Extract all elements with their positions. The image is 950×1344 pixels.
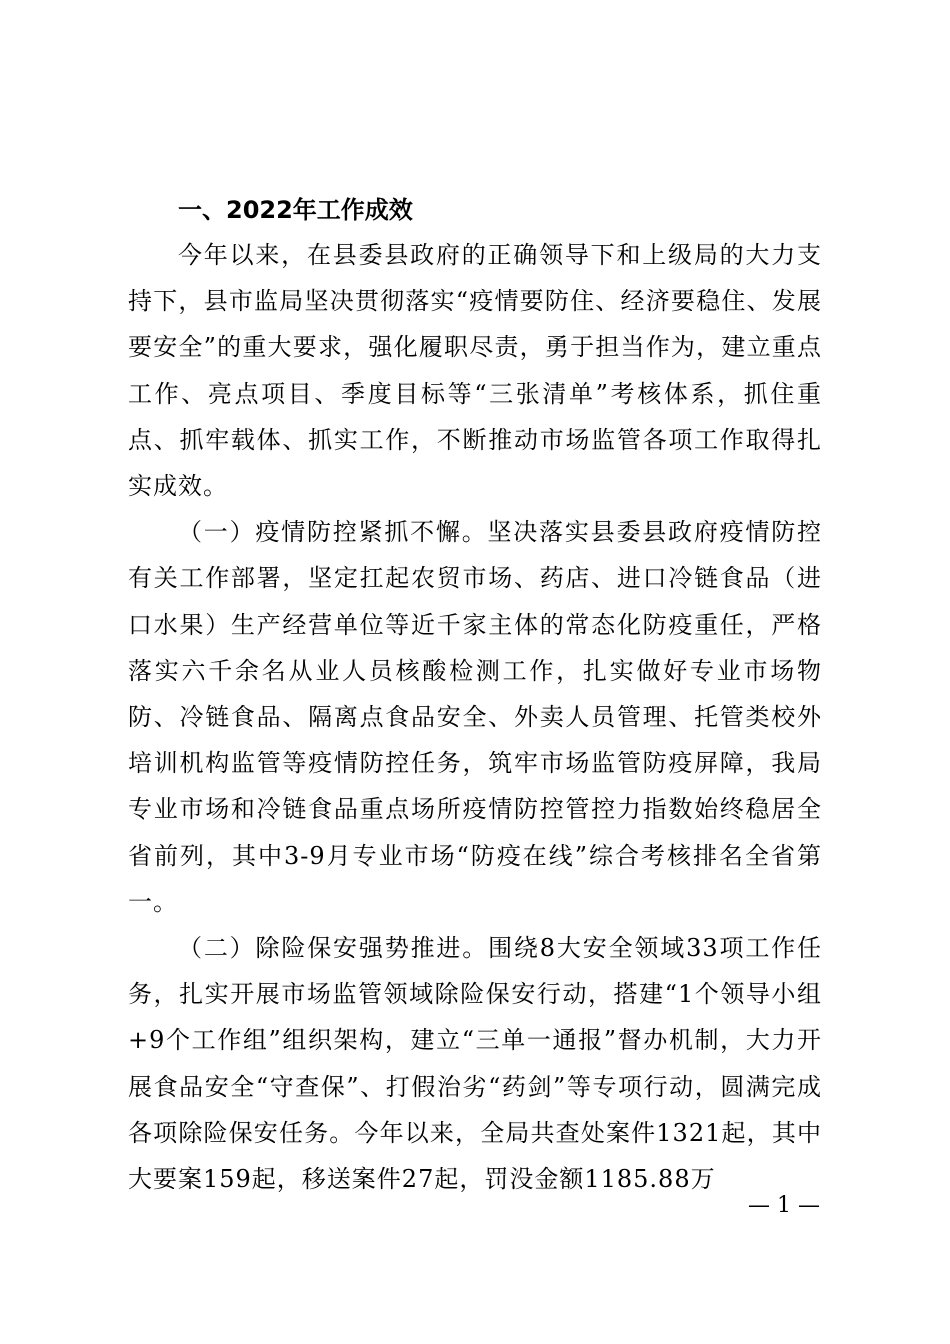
document-body (128, 188, 822, 1202)
paragraph-text: 围绕8大安全领域33项工作任务，扎实开展市场监管领域除险保安行动，搭建“1个领导小组+9个工作组”组织架构，建立“三单一通报”督办机制，大力开展食品安全“守查保”、打假治劣“药剑”等专项行动，圆满完成各项除险保安任务。今年以来，全局共查处案件1321起，其中大要案159起，移送案件27起，罚没金额1185.88万 (128, 934, 822, 1194)
paragraph-lead: （二）除险保安强势推进。 (178, 934, 489, 963)
safety-campaign-paragraph (128, 925, 822, 1202)
intro-paragraph (128, 232, 822, 509)
paragraph-text: 今年以来，在县委县政府的正确领导下和上级局的大力支持下，县市监局坚决贯彻落实“疫情要防住、经济要稳住、发展要安全”的重大要求，强化履职尽责，勇于担当作为，建立重点工作、亮点项目、季度目标等“三张清单”考核体系，抓住重点、抓牢载体、抓实工作，不断推动市场监管各项工作取得扎实成效。 (128, 241, 822, 501)
paragraph-lead: （一）疫情防控紧抓不懈。 (178, 518, 488, 547)
section-heading: 一、2022年工作成效 (178, 196, 413, 224)
paragraph-text: 坚决落实县委县政府疫情防控有关工作部署，坚定扛起农贸市场、药店、进口冷链食品（进口水果）生产经营单位等近千家主体的常态化防疫重任，严格落实六千余名从业人员核酸检测工作，扎实做好专业市场物防、冷链食品、隔离点食品安全、外卖人员管理、托管类校外培训机构监管等疫情防控任务，筑牢市场监管防疫屏障，我局专业市场和冷链食品重点场所疫情防控管控力指数始终稳居全省前列，其中3-9月专业市场“防疫在线”综合考核排名全省第一。 (128, 518, 822, 916)
epidemic-control-paragraph (128, 509, 822, 925)
page-number: — 1 — (748, 1193, 820, 1218)
